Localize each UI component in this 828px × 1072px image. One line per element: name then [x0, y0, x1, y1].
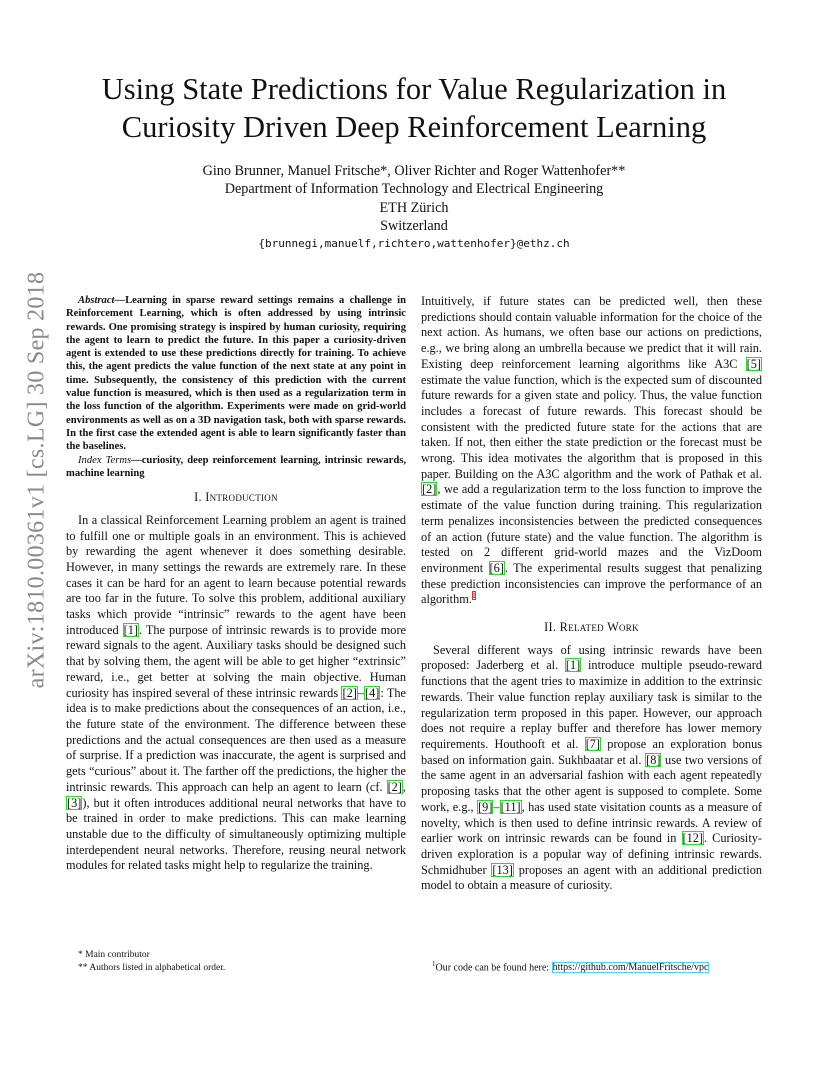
citation-link[interactable]: [5]	[746, 356, 761, 371]
left-column	[66, 294, 406, 874]
citation-link[interactable]: [13]	[492, 862, 513, 877]
text-run: Intuitively, if future states can be predicted well, then these predictions should contain valuable information for the choice of the next action. As humans, we often base our actions on predictions, e.g., we bring along an umbrella because we predict that it will rain. Existing deep reinforcement learning algorithms like A3C	[421, 294, 762, 371]
abstract-label: Abstract	[78, 295, 115, 306]
related-work-paragraph	[421, 643, 762, 894]
index-terms	[66, 454, 406, 481]
footnote-code	[432, 958, 709, 974]
text-run: . The experimental results suggest that penalizing these prediction inconsistencies can improve the performance of an algorithm.	[421, 560, 762, 607]
text-run: . Curiosity-driven exploration is a popular way of defining intrinsic rewards. Schmidhuber	[421, 831, 762, 877]
introduction-continued-paragraph	[421, 294, 762, 608]
citation-link[interactable]: [7]	[585, 736, 601, 751]
text-run: use two versions of the same agent in an adversarial fashion with each agent repeatedly proposing tasks that the other agent is supposed to complete. Some work, e.g.,	[421, 752, 762, 814]
section-number: II.	[544, 620, 560, 635]
citation-link[interactable]: [11]	[500, 799, 521, 814]
index-terms-label: Index Terms	[78, 454, 132, 466]
paper-title	[60, 70, 768, 146]
footnote-code-text: Our code can be found here:	[435, 962, 552, 974]
citation-link[interactable]: [2]	[422, 482, 437, 497]
footnote-main-contributor: * Main contributor	[78, 950, 150, 960]
footnote-number: 1	[432, 960, 436, 968]
citation-link[interactable]: [2]	[342, 685, 357, 700]
title-line-2: Curiosity Driven Deep Reinforcement Learning	[121, 110, 707, 144]
footnote-link[interactable]: 1	[471, 591, 476, 601]
text-run: –	[357, 685, 364, 700]
citation-link[interactable]: [1]	[123, 622, 138, 637]
citation-link[interactable]: [9]	[478, 799, 493, 814]
github-link[interactable]: https://github.com/ManuelFritsche/vpc	[552, 962, 709, 974]
text-run: Several different ways of using intrinsic rewards have been proposed: Jaderberg et al.	[421, 642, 762, 673]
author-block	[100, 162, 728, 253]
citation-link[interactable]: [1]	[565, 658, 581, 673]
text-run: , we add a regularization term to the loss function to improve the estimate of the value function during training. This regularization term penalizes inconsistencies between the predicted consequences of an action (future state) and the value function. The algorithm is tested on 2 different grid-world mazes and the VizDoom environment	[421, 482, 762, 575]
title-line-1: Using State Predictions for Value Regularization in	[101, 72, 727, 106]
citation-link[interactable]: [12]	[682, 831, 703, 846]
right-column	[421, 294, 762, 894]
arxiv-sidebar-stamp	[22, 271, 52, 689]
citation-link[interactable]: [2]	[387, 779, 402, 794]
text-run: estimate the value function, which is the expected sum of discounted future rewards for a given state and policy. Thus, the value function includes a forecast of future rewards. This forecast should be consistent with the predicted future state for the actions that are taken. If not, then either the state prediction or the forecast must be wrong. This idea motivates the algorithm that is proposed in this paper. Building on the A3C algorithm and the work of Pathak et al.	[421, 372, 762, 481]
author-department: Department of Information Technology and Electrical Engineering	[224, 181, 604, 198]
footnote-alphabetical: ** Authors listed in alphabetical order.	[78, 962, 226, 973]
author-country: Switzerland	[380, 217, 448, 234]
citation-link[interactable]: [8]	[646, 752, 661, 767]
text-run: In a classical Reinforcement Learning problem an agent is trained to fulfill one or multiple goals in an environment. This is achieved by rewarding the agent whenever it does something desirable. However, in many settings the rewards are extremely rare. In these cases it can be hard for an agent to learn because potential rewards are too far in the future. To solve this problem, additional auxiliary tasks which provide “intrinsic” rewards to the agent have been introduced	[66, 512, 406, 637]
text-run: introduce multiple pseudo-reward functions that the agent tries to maximize in addition to the extrinsic rewards. Their value function replay auxiliary task is similar to the regularization term proposed in this paper. However, our approach does not require a replay buffer and therefore has lower memory requirements. Houthooft et al.	[421, 658, 762, 751]
section-title: Related Work	[559, 620, 639, 635]
text-run: proposes an agent with an additional prediction model to obtain a measure of curiosity.	[421, 862, 762, 893]
citation-link[interactable]: [6]	[489, 560, 504, 575]
introduction-paragraph	[66, 513, 406, 874]
text-run: : The idea is to make predictions about the consequences of an action, i.e., the future state of the environment. The difference between these predictions and the actual consequences are then used as a measure of surprise. If a prediction was inaccurate, the agent is surprised and gets “curious” about it. The farther off the predictions, the higher the intrinsic rewards. This approach can help an agent to learn (cf.	[66, 685, 407, 794]
text-run: . The purpose of intrinsic rewards is to provide more reward signals to the agent. Auxiliary tasks should be designed such that by solving them, the agent will be able to get higher “extrinsic” reward, i.e., get better at solving the main objective. Human curiosity has inspired several of these intrinsic rewards	[66, 622, 406, 700]
section-heading-related-work	[421, 620, 762, 636]
text-run: , has used state visitation counts as a measure of novelty, which is then used to define intrinsic rewards. A review of earlier work on intrinsic rewards can be found in	[421, 799, 762, 846]
citation-link[interactable]: [4]	[364, 685, 380, 700]
section-heading-introduction	[66, 490, 406, 506]
text-run: ,	[402, 779, 406, 794]
text-run: propose an exploration bonus based on information gain. Sukhbaatar et al.	[421, 736, 762, 767]
abstract	[66, 294, 406, 454]
index-terms-text: —curiosity, deep reinforcement learning, intrinsic rewards, machine learning	[66, 454, 406, 479]
text-run: –	[493, 799, 500, 814]
citation-link[interactable]: [3]	[67, 795, 82, 810]
author-names: Gino Brunner, Manuel Fritsche*, Oliver Richter and Roger Wattenhofer**	[202, 163, 626, 179]
section-title: Introduction	[205, 490, 278, 505]
author-emails: {brunnegi,manuelf,richtero,wattenhofer}@ethz.ch	[258, 237, 570, 251]
text-run: ), but it often introduces additional neural networks that have to be trained in order to make predictions. This can make learning unstable due to the difficulty of simultaneously optimizing multiple interdependent neural networks. Therefore, reusing neural network modules for related tasks might help to regularize the training.	[66, 795, 406, 873]
footnotes-left	[78, 949, 225, 974]
abstract-text: —Learning in sparse reward settings remains a challenge in Reinforcement Learning, which is often addressed by using intrinsic rewards. One promising strategy is inspired by human curiosity, requiring the agent to learn to predict the future. In this paper a curiosity-driven agent is extended to use these predictions directly for training. To achieve this, the agent predicts the value function of the next state at any point in time. Subsequently, the consistency of this prediction with the current value function is measured, which is then used as a regularization term in the loss function of the algorithm. Experiments were made on grid-world environments as well as on a 3D navigation task, both with sparse rewards. In the first case the extended agent is able to learn significantly faster than the baselines.	[66, 295, 406, 453]
author-institution: ETH Zürich	[379, 199, 449, 216]
section-number: I.	[194, 490, 206, 505]
arxiv-identifier: arXiv:1810.00361v1 [cs.LG] 30 Sep 2018	[23, 271, 50, 689]
